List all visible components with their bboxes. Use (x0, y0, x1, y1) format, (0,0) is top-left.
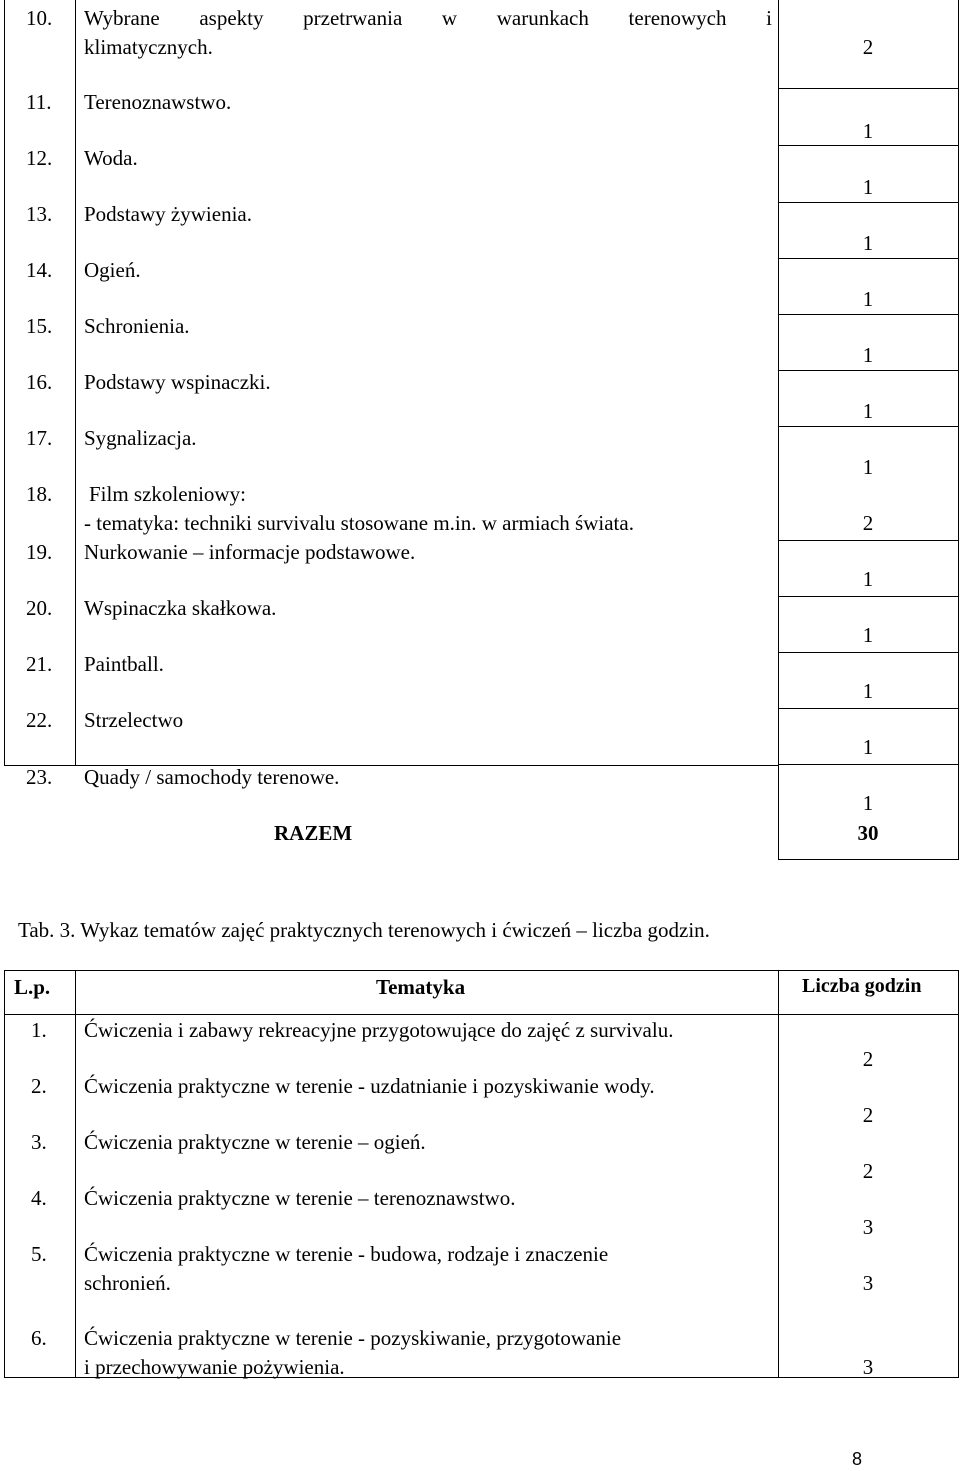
row-topic: Ćwiczenia praktyczne w terenie - pozyskiwanie, przygotowanie (84, 1326, 622, 1350)
row-number: 3. (31, 1130, 47, 1154)
row-topic: Woda. (84, 146, 138, 170)
row-topic: Ćwiczenia praktyczne w terenie - budowa, rodzaje i znaczenie (84, 1242, 609, 1266)
row-topic: Ćwiczenia i zabawy rekreacyjne przygotowujące do zajęć z survivalu. (84, 1018, 674, 1042)
row-number: 20. (26, 596, 53, 620)
row-topic: Ćwiczenia praktyczne w terenie – ogień. (84, 1130, 426, 1154)
table2-border-top (4, 970, 959, 971)
row-number: 21. (26, 652, 53, 676)
hours-cell-divider (778, 370, 959, 371)
row-hours: 1 (862, 287, 874, 311)
page-number: 8 (852, 1449, 863, 1469)
row-number: 15. (26, 314, 53, 338)
row-hours: 1 (862, 119, 874, 143)
row-hours: 1 (862, 679, 874, 703)
row-hours: 3 (862, 1215, 874, 1239)
row-number: 16. (26, 370, 53, 394)
header-lp: L.p. (14, 975, 51, 999)
row-topic: Wspinaczka skałkowa. (84, 596, 277, 620)
table2-border-right (958, 970, 959, 1378)
row-number: 4. (31, 1186, 47, 1210)
table1-border-bottom (778, 859, 959, 860)
hours-cell-divider (778, 145, 959, 146)
hours-cell-divider (778, 540, 959, 541)
row-number: 6. (31, 1326, 47, 1350)
row-number: 10. (26, 6, 53, 30)
row-number: 14. (26, 258, 53, 282)
row-topic: Ćwiczenia praktyczne w terenie - uzdatnianie i pozyskiwanie wody. (84, 1074, 655, 1098)
row-topic-continued: klimatycznych. (84, 35, 213, 59)
table-caption: Tab. 3. Wykaz tematów zajęć praktycznych terenowych i ćwiczeń – liczba godzin. (18, 918, 710, 942)
row-topic: Podstawy wspinaczki. (84, 370, 271, 394)
row-hours: 3 (862, 1271, 874, 1295)
row-hours: 1 (862, 231, 874, 255)
row-hours: 1 (862, 343, 874, 367)
table1-column-divider (778, 0, 779, 860)
row-topic-continued: schronień. (84, 1271, 171, 1295)
row-topic-continued: - tematyka: techniki survivalu stosowane m.in. w armiach świata. (84, 511, 634, 535)
row-number: 1. (31, 1018, 47, 1042)
hours-cell-divider (778, 88, 959, 89)
hours-cell-divider (778, 652, 959, 653)
row-hours: 3 (862, 1355, 874, 1379)
table2-column-divider (75, 970, 76, 1378)
table1-border-right (958, 0, 959, 860)
row-topic: Podstawy żywienia. (84, 202, 252, 226)
row-topic: Strzelectwo (84, 708, 184, 732)
row-hours: 1 (862, 791, 874, 815)
hours-cell-divider (778, 258, 959, 259)
table2-border-left (4, 970, 5, 1378)
row-hours: 1 (862, 175, 874, 199)
hours-cell-divider (778, 202, 959, 203)
row-number: 2. (31, 1074, 47, 1098)
row-hours: 2 (862, 511, 874, 535)
row-hours: 1 (862, 567, 874, 591)
total-label: RAZEM (274, 821, 353, 845)
hours-cell-divider (778, 708, 959, 709)
table1-border-left (4, 0, 5, 765)
row-number: 17. (26, 426, 53, 450)
row-hours: 1 (862, 735, 874, 759)
row-hours: 2 (862, 35, 874, 59)
row-number: 11. (26, 90, 52, 114)
row-topic: Ogień. (84, 258, 141, 282)
row-hours: 1 (862, 623, 874, 647)
hours-cell-divider (778, 314, 959, 315)
row-topic-continued: i przechowywanie pożywienia. (84, 1355, 345, 1379)
row-hours: 1 (862, 399, 874, 423)
row-topic: Wybrane aspekty przetrwania w warunkach terenowych i (84, 6, 772, 30)
total-value: 30 (857, 821, 879, 845)
table2-column-divider (778, 970, 779, 1378)
row-number: 12. (26, 146, 53, 170)
row-number: 5. (31, 1242, 47, 1266)
table2-header-divider (4, 1014, 959, 1015)
row-hours: 2 (862, 1159, 874, 1183)
row-topic: Nurkowanie – informacje podstawowe. (84, 540, 416, 564)
row-number: 18. (26, 482, 53, 506)
header-hours: Liczba godzin (802, 975, 922, 997)
hours-cell-divider (778, 596, 959, 597)
row-number: 19. (26, 540, 53, 564)
row-topic: Terenoznawstwo. (84, 90, 232, 114)
row-number: 23. (26, 765, 53, 789)
row-hours: 2 (862, 1047, 874, 1071)
table1-column-divider (75, 0, 76, 765)
header-topic: Tematyka (376, 975, 466, 999)
row-hours: 2 (862, 1103, 874, 1127)
row-number: 22. (26, 708, 53, 732)
row-topic: Quady / samochody terenowe. (84, 765, 340, 789)
row-topic: Schronienia. (84, 314, 190, 338)
row-topic: Sygnalizacja. (84, 426, 197, 450)
hours-cell-divider (778, 426, 959, 427)
row-number: 13. (26, 202, 53, 226)
row-topic: Paintball. (84, 652, 164, 676)
row-topic: Ćwiczenia praktyczne w terenie – terenoznawstwo. (84, 1186, 516, 1210)
row-hours: 1 (862, 455, 874, 479)
row-topic: Film szkoleniowy: (89, 482, 246, 506)
hours-cell-divider (778, 764, 959, 765)
